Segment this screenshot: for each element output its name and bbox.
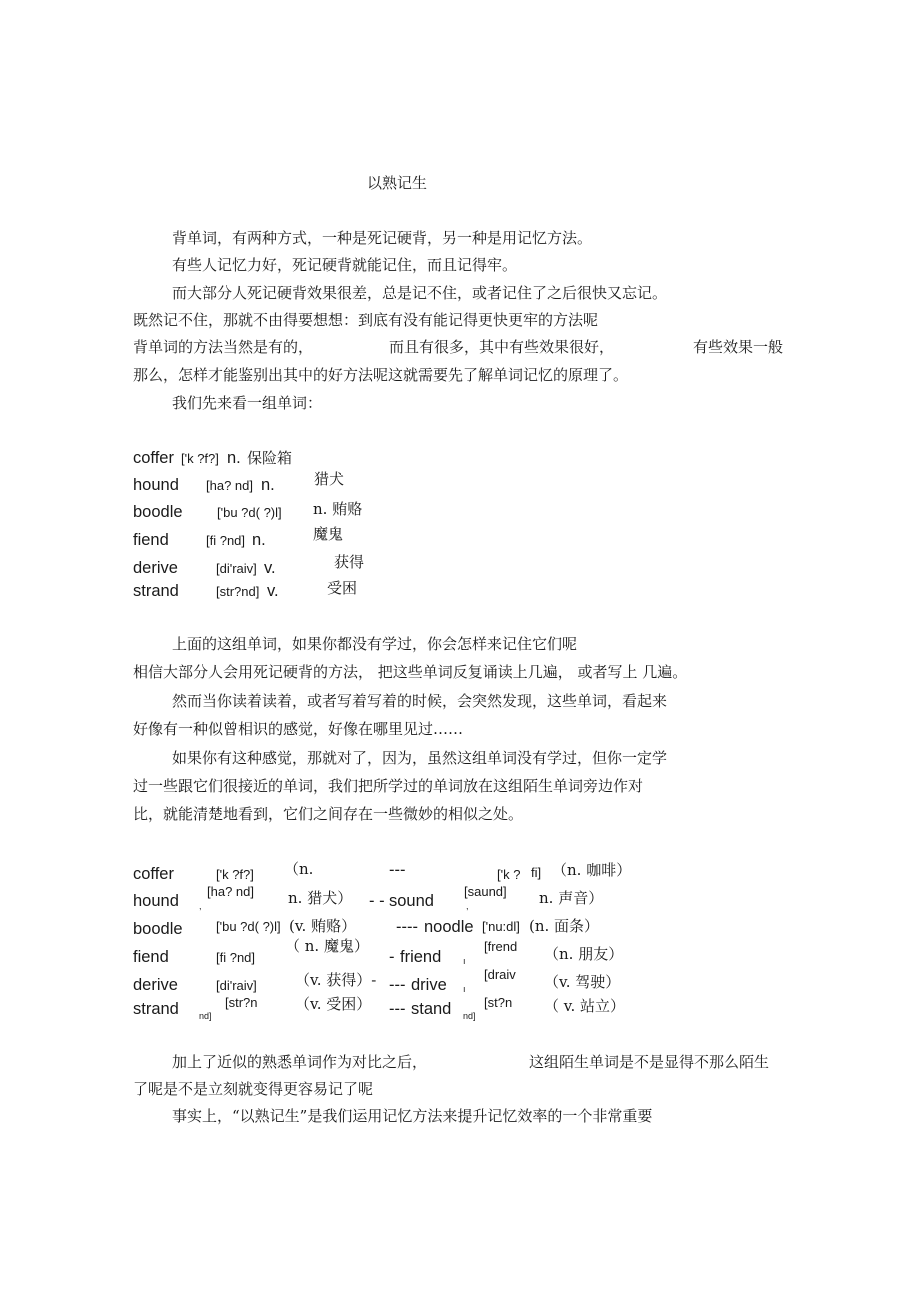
intro-line-3: 而大部分人死记硬背效果很差，总是记不住，或者记住了之后很快又忘记。 xyxy=(172,284,668,302)
word-list-meaning: 魔鬼 xyxy=(313,525,344,543)
intro-line-5a: 背单词的方法当然是有的， xyxy=(133,338,314,356)
compare-meaning-2: （n. 咖啡） xyxy=(552,861,632,879)
word-list-word: hound xyxy=(133,476,179,494)
compare-phonetic-2: [draiv xyxy=(484,967,516,982)
compare-word-2: stand xyxy=(411,1000,452,1018)
word-list-meaning: 受困 xyxy=(327,579,358,597)
intro-line-1: 背单词，有两种方式，一种是死记硬背，另一种是用记忆方法。 xyxy=(172,229,593,247)
middle-line-3: 然而当你读着读着，或者写着写着的时候，会突然发现，这些单词，看起来 xyxy=(172,692,668,710)
compare-phonetic: ['k ?f?] xyxy=(216,867,254,882)
compare-mark: , xyxy=(466,901,469,911)
word-list-word: derive xyxy=(133,559,178,577)
compare-word: fiend xyxy=(133,948,169,966)
compare-phonetic: [di'raiv] xyxy=(216,978,257,993)
compare-word: strand xyxy=(133,1000,179,1018)
compare-word: coffer xyxy=(133,865,174,883)
word-list-pos: n. xyxy=(261,476,275,494)
compare-dash: - - xyxy=(369,892,385,910)
compare-meaning-2: （ v. 站立） xyxy=(544,997,625,1015)
word-list-word: boodle xyxy=(133,503,183,521)
compare-phonetic-2: ['k ? xyxy=(497,867,521,882)
intro-line-6: 那么，怎样才能鉴别出其中的好方法呢这就需要先了解单词记忆的原理了。 xyxy=(133,366,629,384)
compare-meaning: （v. 受困） xyxy=(295,995,372,1013)
compare-phonetic: [fi ?nd] xyxy=(216,950,256,965)
middle-line-6: 过一些跟它们很接近的单词，我们把所学过的单词放在这组陌生单词旁边作对 xyxy=(133,777,644,795)
compare-dash: ---- xyxy=(396,918,418,936)
closing-line-3: 事实上，“以熟记生”是我们运用记忆方法来提升记忆效率的一个非常重要 xyxy=(172,1107,653,1125)
compare-fragment: nd] xyxy=(463,1011,476,1021)
compare-dash: --- xyxy=(389,976,406,994)
word-list-word: strand xyxy=(133,582,179,600)
word-list-phonetic: [ha? nd] xyxy=(206,478,253,493)
compare-word: derive xyxy=(133,976,178,994)
compare-phonetic: ['bu ?d( ?)l] xyxy=(216,919,281,934)
compare-word: hound xyxy=(133,892,179,910)
word-list-pos: n. xyxy=(252,531,266,549)
compare-word: boodle xyxy=(133,920,183,938)
word-list-word: fiend xyxy=(133,531,169,549)
word-list-meaning: n. 贿赂 xyxy=(313,500,363,518)
compare-mark: , xyxy=(199,901,202,911)
compare-word-2: noodle xyxy=(424,918,474,936)
word-list-phonetic: [di'raiv] xyxy=(216,561,257,576)
compare-word-2: friend xyxy=(400,948,442,966)
word-list-pos: n. xyxy=(227,449,241,467)
compare-paren: （n. xyxy=(284,860,314,878)
compare-phonetic: [ha? nd] xyxy=(207,884,254,899)
compare-meaning-2: (n. 面条） xyxy=(529,917,600,935)
compare-phonetic: [str?n xyxy=(225,995,258,1010)
compare-dash: --- xyxy=(389,861,406,879)
word-list-phonetic: ['bu ?d( ?)l] xyxy=(217,505,282,520)
compare-phonetic-2b: fi] xyxy=(531,865,542,880)
word-list-pos: v. xyxy=(267,582,279,600)
compare-dash: --- xyxy=(389,1000,406,1018)
compare-fragment: nd] xyxy=(199,1011,212,1021)
word-list-phonetic: [fi ?nd] xyxy=(206,533,246,548)
compare-phonetic-2: ['nu:dl] xyxy=(482,919,520,934)
closing-line-1a: 加上了近似的熟悉单词作为对比之后， xyxy=(172,1053,428,1071)
intro-line-4: 既然记不住，那就不由得要想想：到底有没有能记得更快更牢的方法呢 xyxy=(133,311,599,329)
intro-line-5b: 而且有很多，其中有些效果很好， xyxy=(389,338,615,356)
compare-mark: ı xyxy=(463,956,466,966)
intro-line-5c: 有些效果一般 xyxy=(693,338,784,356)
closing-line-2: 了呢是不是立刻就变得更容易记了呢 xyxy=(133,1080,374,1098)
middle-line-7: 比，就能清楚地看到，它们之间存在一些微妙的相似之处。 xyxy=(133,805,524,823)
compare-phonetic-2: [saund] xyxy=(464,884,507,899)
compare-dash: - xyxy=(389,948,395,966)
word-list-pos: v. xyxy=(264,559,276,577)
middle-line-2: 相信大部分人会用死记硬背的方法， 把这些单词反复诵读上几遍， 或者写上 几遍。 xyxy=(133,663,688,681)
compare-meaning: n. 猎犬） xyxy=(288,889,353,907)
word-list-meaning: 保险箱 xyxy=(247,449,293,467)
word-list-meaning: 获得 xyxy=(334,553,365,571)
compare-meaning: （v. 获得）- xyxy=(295,971,377,989)
compare-mark: ı xyxy=(463,984,466,994)
word-list-meaning: 猎犬 xyxy=(314,470,345,488)
compare-word-2: drive xyxy=(411,976,447,994)
intro-line-7: 我们先来看一组单词： xyxy=(172,394,323,412)
compare-meaning-2: n. 声音） xyxy=(539,889,604,907)
middle-line-5: 如果你有这种感觉，那就对了，因为，虽然这组单词没有学过，但你一定学 xyxy=(172,749,668,767)
compare-meaning-2: （n. 朋友） xyxy=(544,945,624,963)
compare-meaning: (v. 贿赂） xyxy=(289,917,357,935)
intro-line-2: 有些人记忆力好，死记硬背就能记住，而且记得牢。 xyxy=(172,256,518,274)
compare-phonetic-2: [frend xyxy=(484,939,518,954)
word-list-word: coffer xyxy=(133,449,174,467)
compare-meaning: （ n. 魔鬼） xyxy=(285,937,369,955)
word-list-phonetic: [str?nd] xyxy=(216,584,260,599)
compare-phonetic-2: [st?n xyxy=(484,995,513,1010)
page-title: 以熟记生 xyxy=(367,174,428,192)
middle-line-1: 上面的这组单词，如果你都没有学过，你会怎样来记住它们呢 xyxy=(172,635,578,653)
compare-meaning-2: （v. 驾驶） xyxy=(544,973,621,991)
word-list-phonetic: ['k ?f?] xyxy=(181,451,219,466)
middle-line-4: 好像有一种似曾相识的感觉，好像在哪里见过…… xyxy=(133,720,464,738)
closing-line-1b: 这组陌生单词是不是显得不那么陌生 xyxy=(529,1053,770,1071)
compare-word-2: sound xyxy=(389,892,434,910)
